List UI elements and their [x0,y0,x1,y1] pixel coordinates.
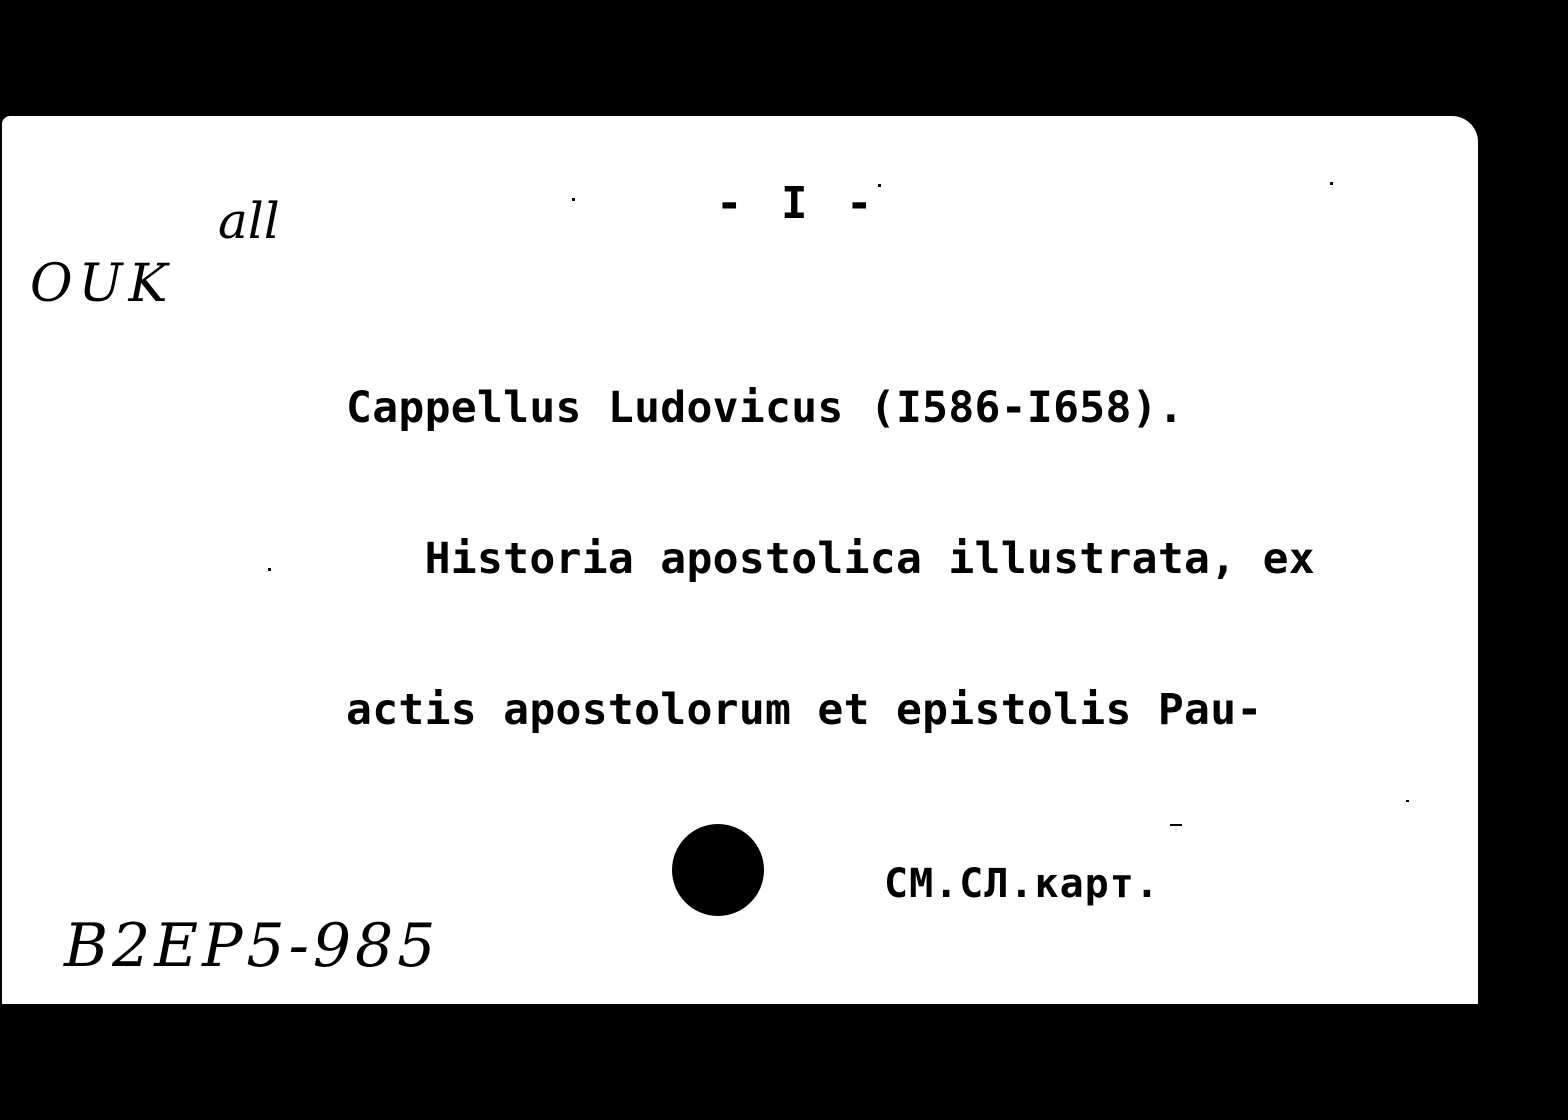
punch-hole [672,824,764,916]
scan-speck [268,568,271,571]
handwritten-shelf-mark: B2EP5-985 [64,911,440,981]
card-heading: Cappellus Ludovicus (I586-I658). [346,382,1185,433]
page-number: - I - [716,178,879,229]
scan-speck [572,198,575,201]
scan-speck [1330,182,1333,185]
body-line: actis apostolorum et epistolis Pau- [346,685,1263,736]
handwritten-top-mark: all [218,192,280,250]
handwritten-left-mark: OUK [30,254,174,314]
scan-speck [878,184,881,187]
card-text [346,282,1476,792]
reference-note: СМ.СЛ.карт. [884,861,1160,907]
body-line: Historia apostolica illustrata, ex [346,534,1315,585]
scan-speck [1170,824,1182,826]
scan-speck [1406,800,1409,802]
